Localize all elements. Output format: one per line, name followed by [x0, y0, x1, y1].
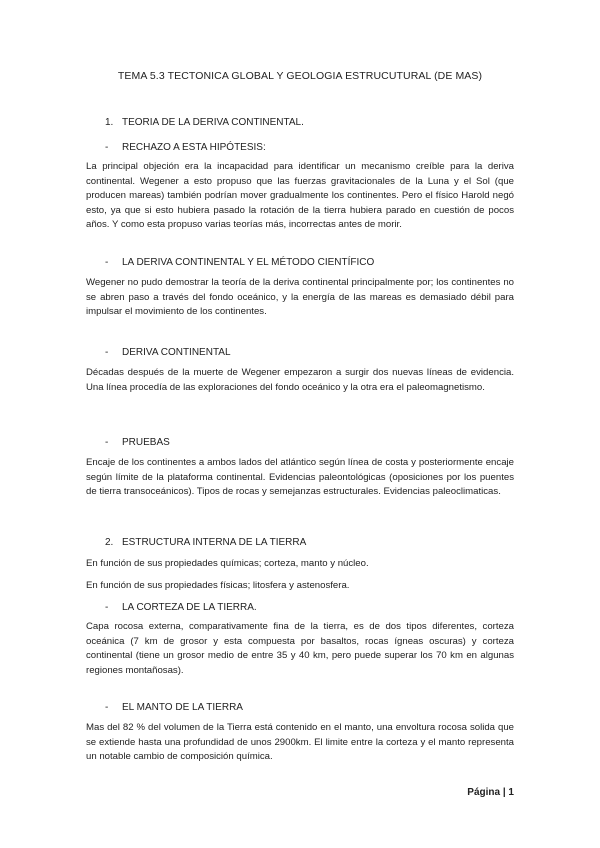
page-number-footer: Página | 1 — [467, 787, 514, 798]
section-number: 1. — [105, 117, 114, 128]
subheading-metodo-cientifico — [105, 257, 374, 268]
section-title: ESTRUCTURA INTERNA DE LA TIERRA — [122, 537, 307, 548]
section-heading-2 — [105, 537, 306, 548]
bullet-dash: - — [105, 437, 109, 448]
subheading-text: DERIVA CONTINENTAL — [122, 347, 231, 358]
subheading-pruebas — [105, 437, 170, 448]
paragraph-rechazo: La principal objeción era la incapacidad para identificar un mecanismo creíble para la deriva continental. Wegener a esto propuso que las fuerzas gravitacionales de la Luna y el Sol (que producen mareas) también podrían mover gradualmente los continentes. Pero el físico Harold negó esto, ya que si esto hubiera pasado la rotación de la tierra hubiera parado en cuestión de pocos años. Y como esta propuso varias teorías más, incorrectas antes de morir. — [86, 161, 514, 230]
paragraph-corteza: Capa rocosa externa, comparativamente fina de la tierra, es de dos tipos diferentes, corteza oceánica (7 km de grosor y esta compuesta por basaltos, rocas ígneas oscuras) y corteza continental (tiene un grosor medio de entre 35 y 40 km, pero puede superar los 70 km en algunas regiones montañosas). — [86, 621, 514, 676]
bullet-dash: - — [105, 347, 109, 358]
subheading-manto — [105, 702, 243, 713]
bullet-dash: - — [105, 142, 109, 153]
bullet-dash: - — [105, 702, 109, 713]
section-heading-1 — [105, 117, 304, 128]
paragraph-metodo-cientifico: Wegener no pudo demostrar la teoría de la deriva continental principalmente por; los continentes no se abren paso a través del fondo oceánico, y la energía de las mareas es demasiado débil para impulsar el movimiento de los continentes. — [86, 277, 514, 317]
bullet-dash: - — [105, 602, 109, 613]
subheading-text: RECHAZO A ESTA HIPÓTESIS: — [122, 142, 266, 153]
document-title: TEMA 5.3 TECTONICA GLOBAL Y GEOLOGIA ESTRUCUTURAL (DE MAS) — [117, 70, 483, 82]
line-propiedades-fisicas: En función de sus propiedades físicas; litosfera y astenosfera. — [86, 580, 350, 591]
line-propiedades-quimicas: En función de sus propiedades químicas; corteza, manto y núcleo. — [86, 558, 369, 569]
subheading-text: LA CORTEZA DE LA TIERRA. — [122, 602, 257, 613]
paragraph-deriva-continental: Décadas después de la muerte de Wegener empezaron a surgir dos nuevas líneas de evidencia. Una línea procedía de las exploraciones del fondo oceánico y la otra era el paleomagnetismo. — [86, 367, 514, 393]
paragraph-manto: Mas del 82 % del volumen de la Tierra está contenido en el manto, una envoltura rocosa solida que se extiende hasta una profundidad de unos 2900km. El limite entre la corteza y el manto representa un notable cambio de composición química. — [86, 722, 514, 762]
paragraph-pruebas: Encaje de los continentes a ambos lados del atlántico según línea de costa y posteriormente encaje según límite de la plataforma continental. Evidencias paleontológicas (oposiciones por los puentes de tierra transoceánicos). Tipos de rocas y semejanzas estructurales. Evidencias paleoclimaticas. — [86, 457, 514, 497]
subheading-deriva-continental — [105, 347, 231, 358]
subheading-corteza — [105, 602, 257, 613]
subheading-text: EL MANTO DE LA TIERRA — [122, 702, 243, 713]
section-number: 2. — [105, 537, 114, 548]
bullet-dash: - — [105, 257, 109, 268]
subheading-text: LA DERIVA CONTINENTAL Y EL MÉTODO CIENTÍFICO — [122, 257, 375, 268]
subheading-text: PRUEBAS — [122, 437, 170, 448]
section-title: TEORIA DE LA DERIVA CONTINENTAL. — [122, 117, 304, 128]
subheading-rechazo — [105, 142, 266, 153]
